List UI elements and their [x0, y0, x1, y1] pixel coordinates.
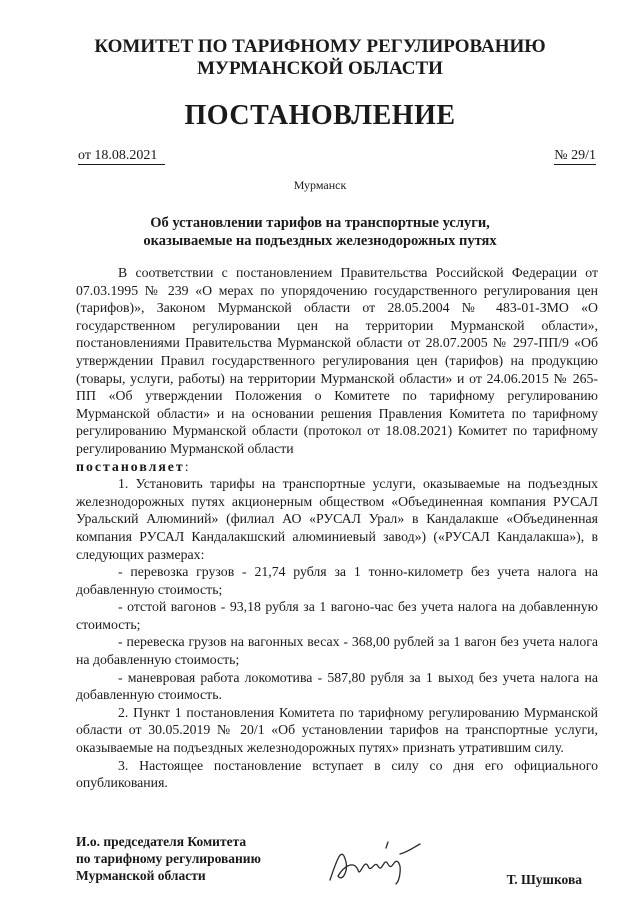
subject-line-1: Об установлении тарифов на транспортные услуги,: [150, 215, 490, 231]
document-body: [76, 264, 598, 792]
document-city: Мурманск: [293, 178, 347, 192]
decree-colon: :: [184, 458, 189, 474]
document-date: от 18.08.2021: [78, 148, 165, 165]
org-line-1: КОМИТЕТ ПО ТАРИФНОМУ РЕГУЛИРОВАНИЮ: [94, 36, 546, 57]
item-3-paragraph: 3. Настоящее постановление вступает в силу со дня его официального опубликования.: [76, 757, 598, 791]
position-line-1: И.о. председателя Комитета: [76, 834, 247, 849]
rate-4-paragraph: - маневровая работа локомотива - 587,80 рубля за 1 выход без учета налога на добавленную стоимость.: [76, 669, 598, 703]
item-1-paragraph: 1. Установить тарифы на транспортные услуги, оказываемые на подъездных железнодорожных путях акционерным обществом «Объединенная компания РУСАЛ Уральский Алюминий» (филиал АО «РУСАЛ Урал» в Кандалакше «Объединенная компания РУСАЛ Кандалакшский алюминиевый завод») («РУСАЛ Кандалакша»), в следующих размерах:: [76, 476, 598, 562]
document-number: № 29/1: [554, 148, 596, 163]
org-line-2: МУРМАНСКОЙ ОБЛАСТИ: [197, 58, 443, 79]
signatory-position: [76, 833, 261, 884]
subject-line-2: оказываемые на подъездных железнодорожных путях: [143, 233, 497, 249]
preamble-paragraph: [76, 264, 598, 458]
item-2-paragraph: 2. Пункт 1 постановления Комитета по тарифному регулированию Мурманской области от 30.05.2019 № 20/1 «Об установлении тарифов на транспортные услуги, оказываемые на подъездных железнодорожных путях» признать утратившим силу.: [76, 704, 598, 756]
signer-name: Т. Шушкова: [506, 872, 582, 887]
document-subject: [60, 214, 580, 250]
position-line-2: по тарифному регулированию: [76, 851, 261, 866]
rate-1-paragraph: - перевозка грузов - 21,74 рубля за 1 тонно-километр без учета налога на добавленную стоимость;: [76, 564, 598, 597]
preamble-text: В соответствии с постановлением Правительства Российской Федерации от 07.03.1995 № 239 «О мерах по упорядочению государственного регулирования цен (тарифов)», Законом Мурманской области от 28.05.2004 № 483-01-ЗМО «О государственном регулировании цен на территории Мурманской области», постановлениями Правительства Мурманской области от 28.07.2005 № 297-ПП/9 «Об утверждении Правил государственного регулирования цен (тарифов) на продукцию (товары, услуги, работы) на территории Мурманской области» и от 24.06.2015 № 265-ПП «Об утверждении Положения о Комитете по тарифному регулированию Мурманской области» и на основании решения Правления Комитета по тарифному регулированию Мурманской области (протокол от 18.08.2021) Комитет по тарифному регулированию Мурманской области: [76, 265, 598, 456]
handwritten-signature: [324, 836, 424, 892]
organization-name: [60, 36, 580, 80]
decree-paragraph: [76, 458, 598, 476]
document-type: ПОСТАНОВЛЕНИЕ: [184, 100, 456, 131]
rate-2-paragraph: - отстой вагонов - 93,18 рубля за 1 вагоно-час без учета налога на добавленную стоимость;: [76, 599, 598, 632]
position-line-3: Мурманской области: [76, 868, 206, 883]
decree-word: постановляет: [76, 458, 185, 474]
rate-3-paragraph: - перевеска грузов на вагонных весах - 368,00 рублей за 1 вагон без учета налога на добавленную стоимость;: [76, 634, 598, 668]
